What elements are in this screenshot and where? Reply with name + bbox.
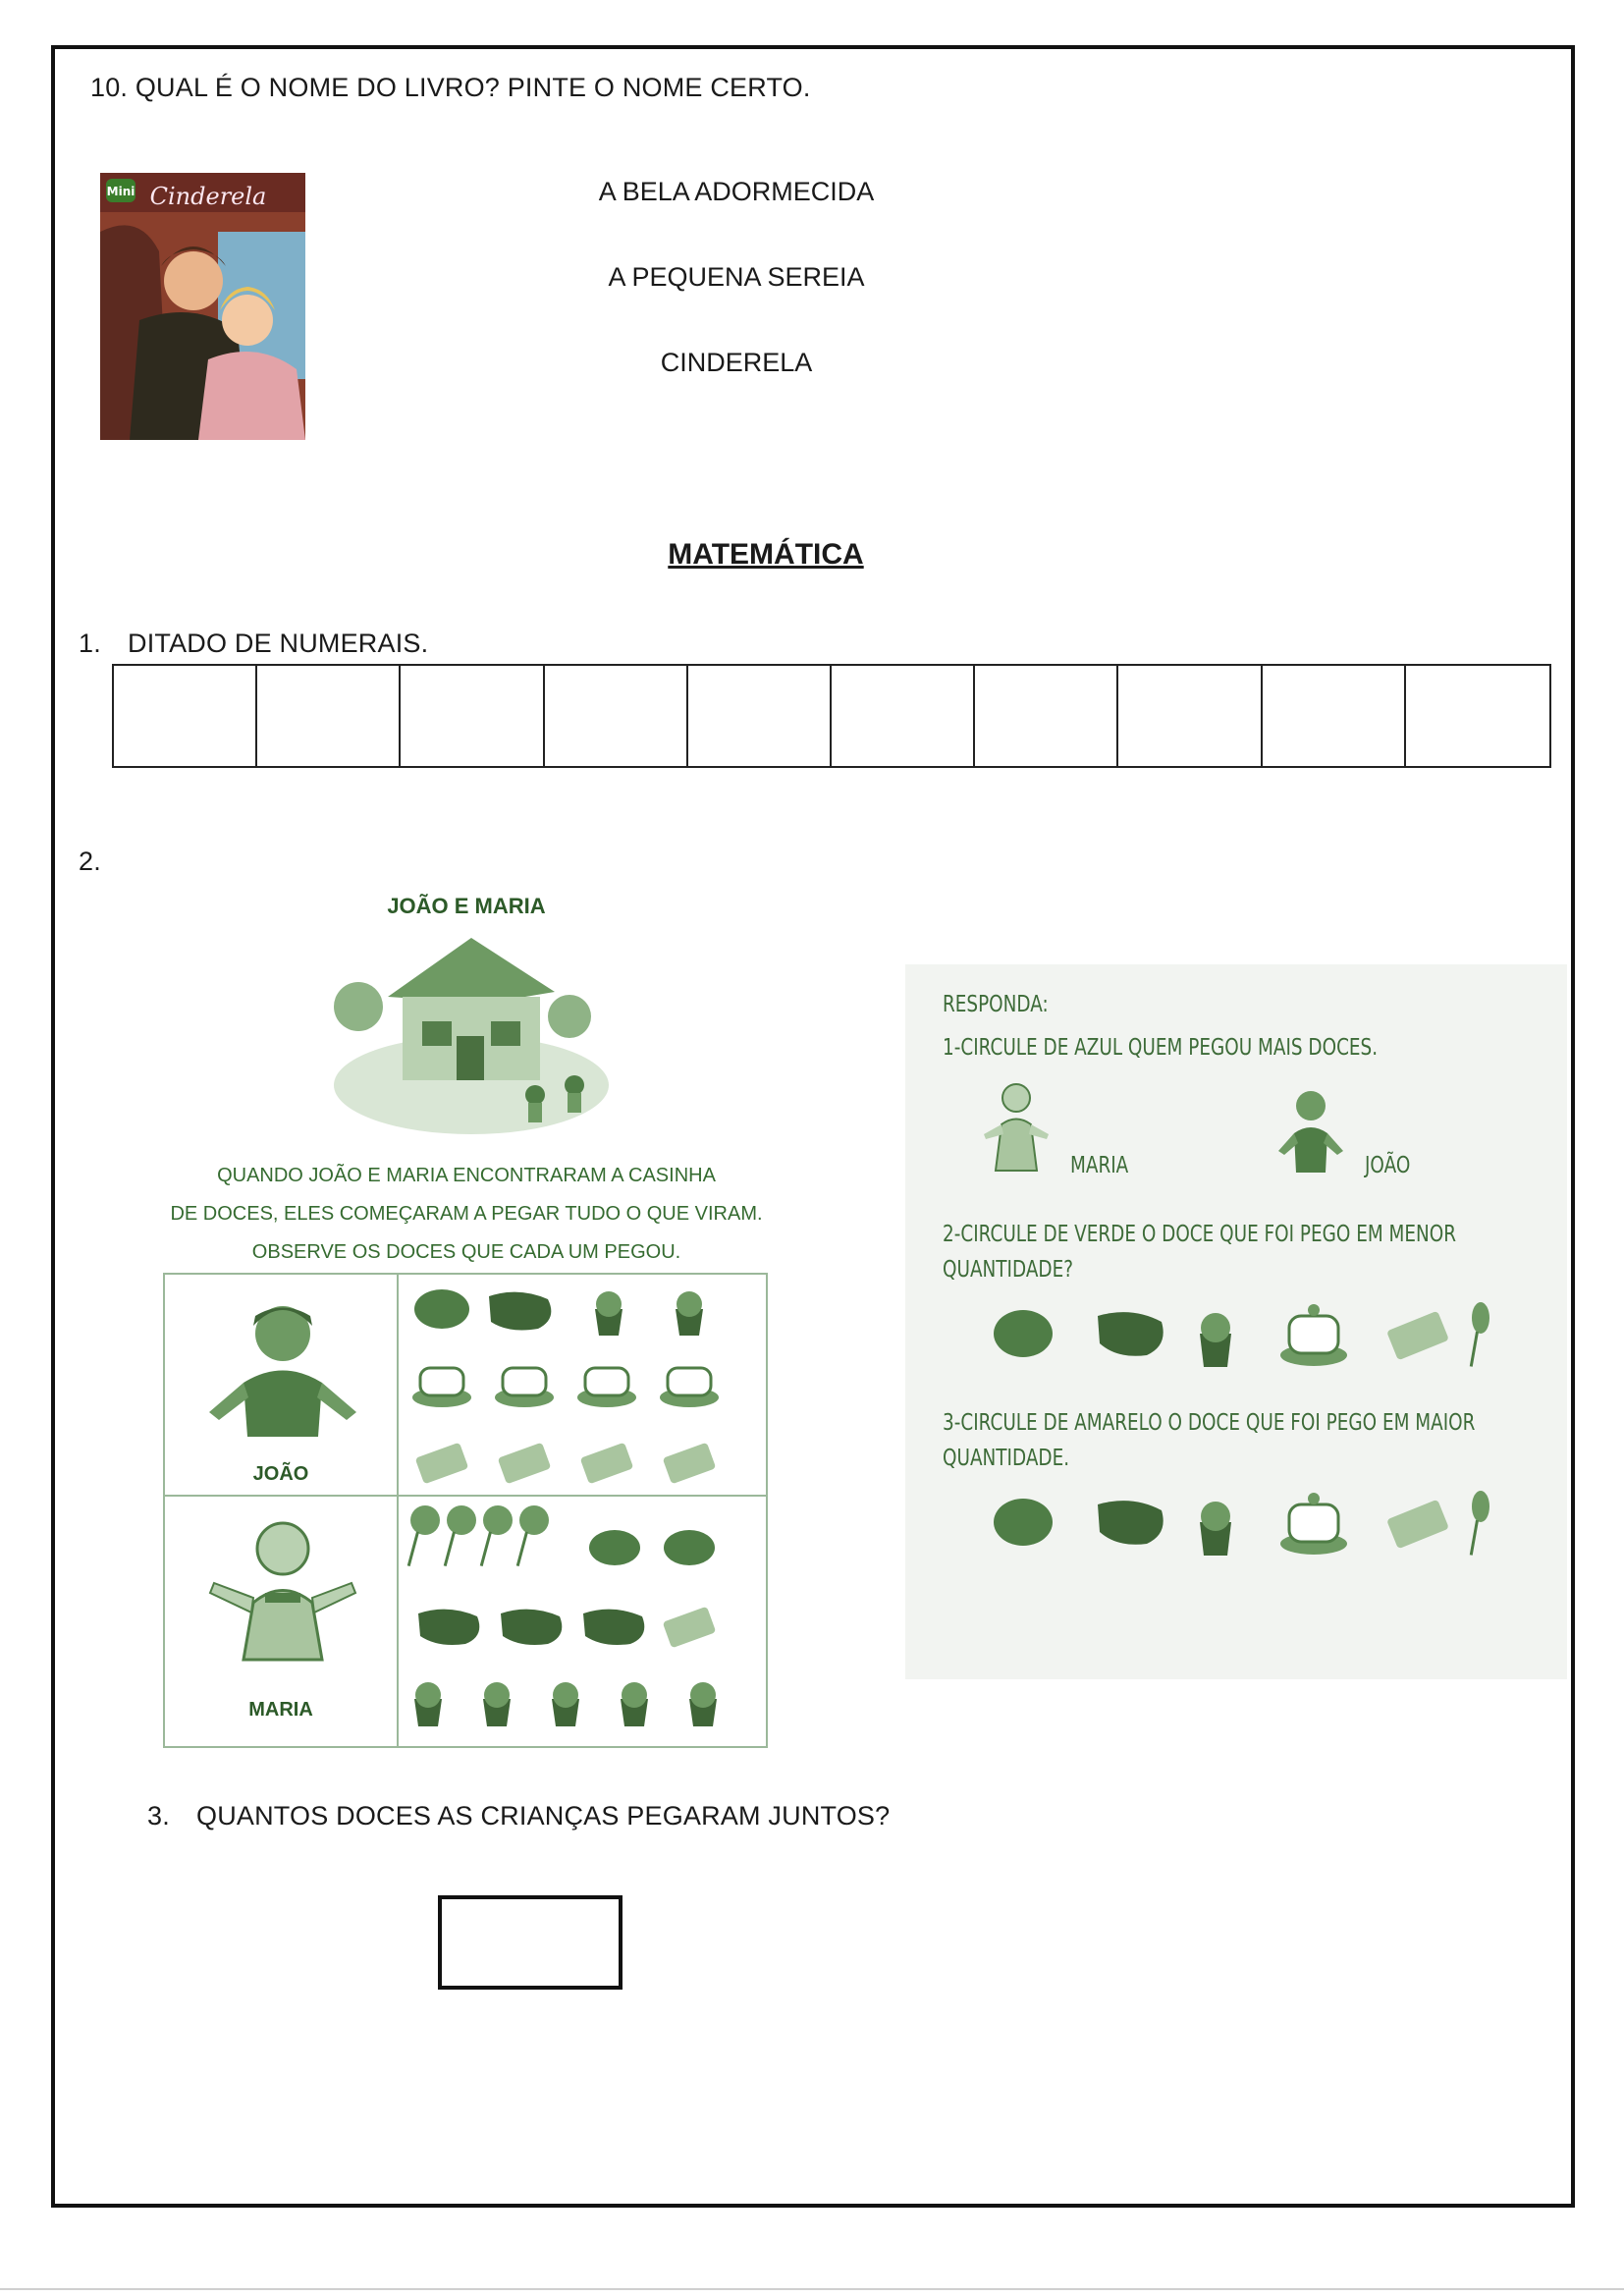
joao-label: JOÃO [252, 1463, 309, 1485]
story-line: DE DOCES, ELES COMEÇARAM A PEGAR TUDO O QUE VIRAM. [170, 1203, 763, 1225]
cookie-icon[interactable] [994, 1499, 1053, 1546]
chocolate-icon[interactable] [1098, 1501, 1164, 1545]
cookie-icon [414, 1289, 469, 1329]
math-heading: MATEMÁTICA [668, 538, 864, 571]
cookie-icon[interactable] [994, 1310, 1053, 1357]
chocolate-icon [501, 1610, 562, 1645]
joao-small-figure[interactable] [1276, 1086, 1345, 1175]
candy-bar-icon [580, 1443, 634, 1485]
candy-bar-icon [663, 1443, 717, 1485]
cookie-icon [589, 1530, 640, 1565]
option-cinderela[interactable]: CINDERELA [660, 348, 813, 377]
cupcake-icon [621, 1682, 648, 1726]
candy-bar-icon [498, 1443, 552, 1485]
book-cover-image [100, 173, 305, 440]
lollipop-icon [516, 1505, 549, 1566]
cake-icon [412, 1368, 471, 1407]
kid-option-maria[interactable]: MARIA [1070, 1153, 1129, 1178]
numeral-cell[interactable] [1406, 666, 1549, 766]
item1-text: 1-CIRCULE DE AZUL QUEM PEGOU MAIS DOCES. [943, 1035, 1379, 1061]
cookie-icon [664, 1530, 715, 1565]
cake-icon [495, 1368, 554, 1407]
q10-title: 10. QUAL É O NOME DO LIVRO? PINTE O NOME CERTO. [90, 73, 811, 102]
cupcake-icon [414, 1682, 442, 1726]
responda-panel [905, 964, 1567, 1679]
cake-icon[interactable] [1280, 1493, 1347, 1555]
kid-option-joao[interactable]: JOÃO [1365, 1153, 1411, 1178]
numeral-cell[interactable] [1118, 666, 1262, 766]
cupcake-icon [483, 1682, 511, 1726]
numeral-cell[interactable] [257, 666, 401, 766]
numeral-dictation-grid [112, 664, 1551, 768]
cake-icon [660, 1368, 719, 1407]
lollipop-icon [480, 1505, 513, 1566]
q3-label: 3. [147, 1801, 170, 1831]
page-edge-line [0, 2288, 1624, 2290]
cupcake-icon[interactable] [1200, 1502, 1231, 1556]
lollipop-icon [407, 1505, 440, 1566]
numeral-cell[interactable] [401, 666, 544, 766]
story-title: JOÃO E MARIA [387, 894, 546, 918]
lollipop-icon [444, 1505, 476, 1566]
option-pequena-sereia[interactable]: A PEQUENA SEREIA [608, 262, 865, 292]
lollipop-icon[interactable] [1470, 1491, 1489, 1556]
chocolate-icon[interactable] [1098, 1312, 1164, 1356]
item3-line2: QUANTIDADE. [943, 1446, 1070, 1471]
cake-icon[interactable] [1280, 1304, 1347, 1366]
numeral-cell[interactable] [1263, 666, 1406, 766]
numeral-cell[interactable] [975, 666, 1118, 766]
q1-text: DITADO DE NUMERAIS. [128, 629, 429, 658]
lollipop-icon[interactable] [1470, 1302, 1489, 1367]
option-bela-adormecida[interactable]: A BELA ADORMECIDA [598, 177, 875, 206]
responda-heading: RESPONDA: [943, 992, 1049, 1017]
sweets-grid-icons [401, 1275, 766, 1746]
candy-bar-icon[interactable] [1386, 1500, 1449, 1550]
story-line: QUANDO JOÃO E MARIA ENCONTRARAM A CASINHA [217, 1165, 716, 1186]
candy-bar-icon [415, 1443, 469, 1485]
maria-small-figure[interactable] [982, 1080, 1051, 1175]
book-name-options [550, 177, 923, 433]
mini-logo-text: Mini [106, 185, 135, 198]
numeral-cell[interactable] [832, 666, 975, 766]
sweets-table [163, 1273, 768, 1748]
item2-line1: 2-CIRCULE DE VERDE O DOCE QUE FOI PEGO EM MENOR [943, 1222, 1457, 1247]
maria-figure [194, 1514, 371, 1662]
q3-text: QUANTOS DOCES AS CRIANÇAS PEGARAM JUNTOS? [196, 1801, 891, 1831]
gingerbread-house-illustration [329, 938, 614, 1134]
story-text [147, 1157, 785, 1272]
story-line: OBSERVE OS DOCES QUE CADA UM PEGOU. [251, 1241, 681, 1263]
numeral-cell[interactable] [688, 666, 832, 766]
candy-bar-icon [663, 1607, 717, 1649]
chocolate-icon [489, 1292, 551, 1331]
cupcake-icon[interactable] [1200, 1313, 1231, 1367]
joao-figure [194, 1294, 371, 1442]
cinderella-illustration [100, 173, 305, 440]
numeral-cell[interactable] [545, 666, 688, 766]
chocolate-icon [583, 1610, 644, 1645]
item3-line1: 3-CIRCULE DE AMARELO O DOCE QUE FOI PEGO EM MAIOR [943, 1410, 1476, 1436]
answer-box[interactable] [438, 1895, 623, 1990]
maria-label: MARIA [248, 1699, 313, 1721]
cupcake-icon [689, 1682, 717, 1726]
sweets-options-green [990, 1294, 1500, 1373]
q2-label: 2. [79, 847, 101, 876]
sweets-options-yellow [990, 1481, 1500, 1559]
candy-bar-icon[interactable] [1386, 1311, 1449, 1361]
cake-icon [577, 1368, 636, 1407]
item2-line2: QUANTIDADE? [943, 1257, 1073, 1283]
chocolate-icon [418, 1610, 479, 1645]
cupcake-icon [552, 1682, 579, 1726]
q1-label: 1. [79, 629, 101, 658]
book-cover-title: Cinderela [149, 183, 267, 210]
numeral-cell[interactable] [114, 666, 257, 766]
